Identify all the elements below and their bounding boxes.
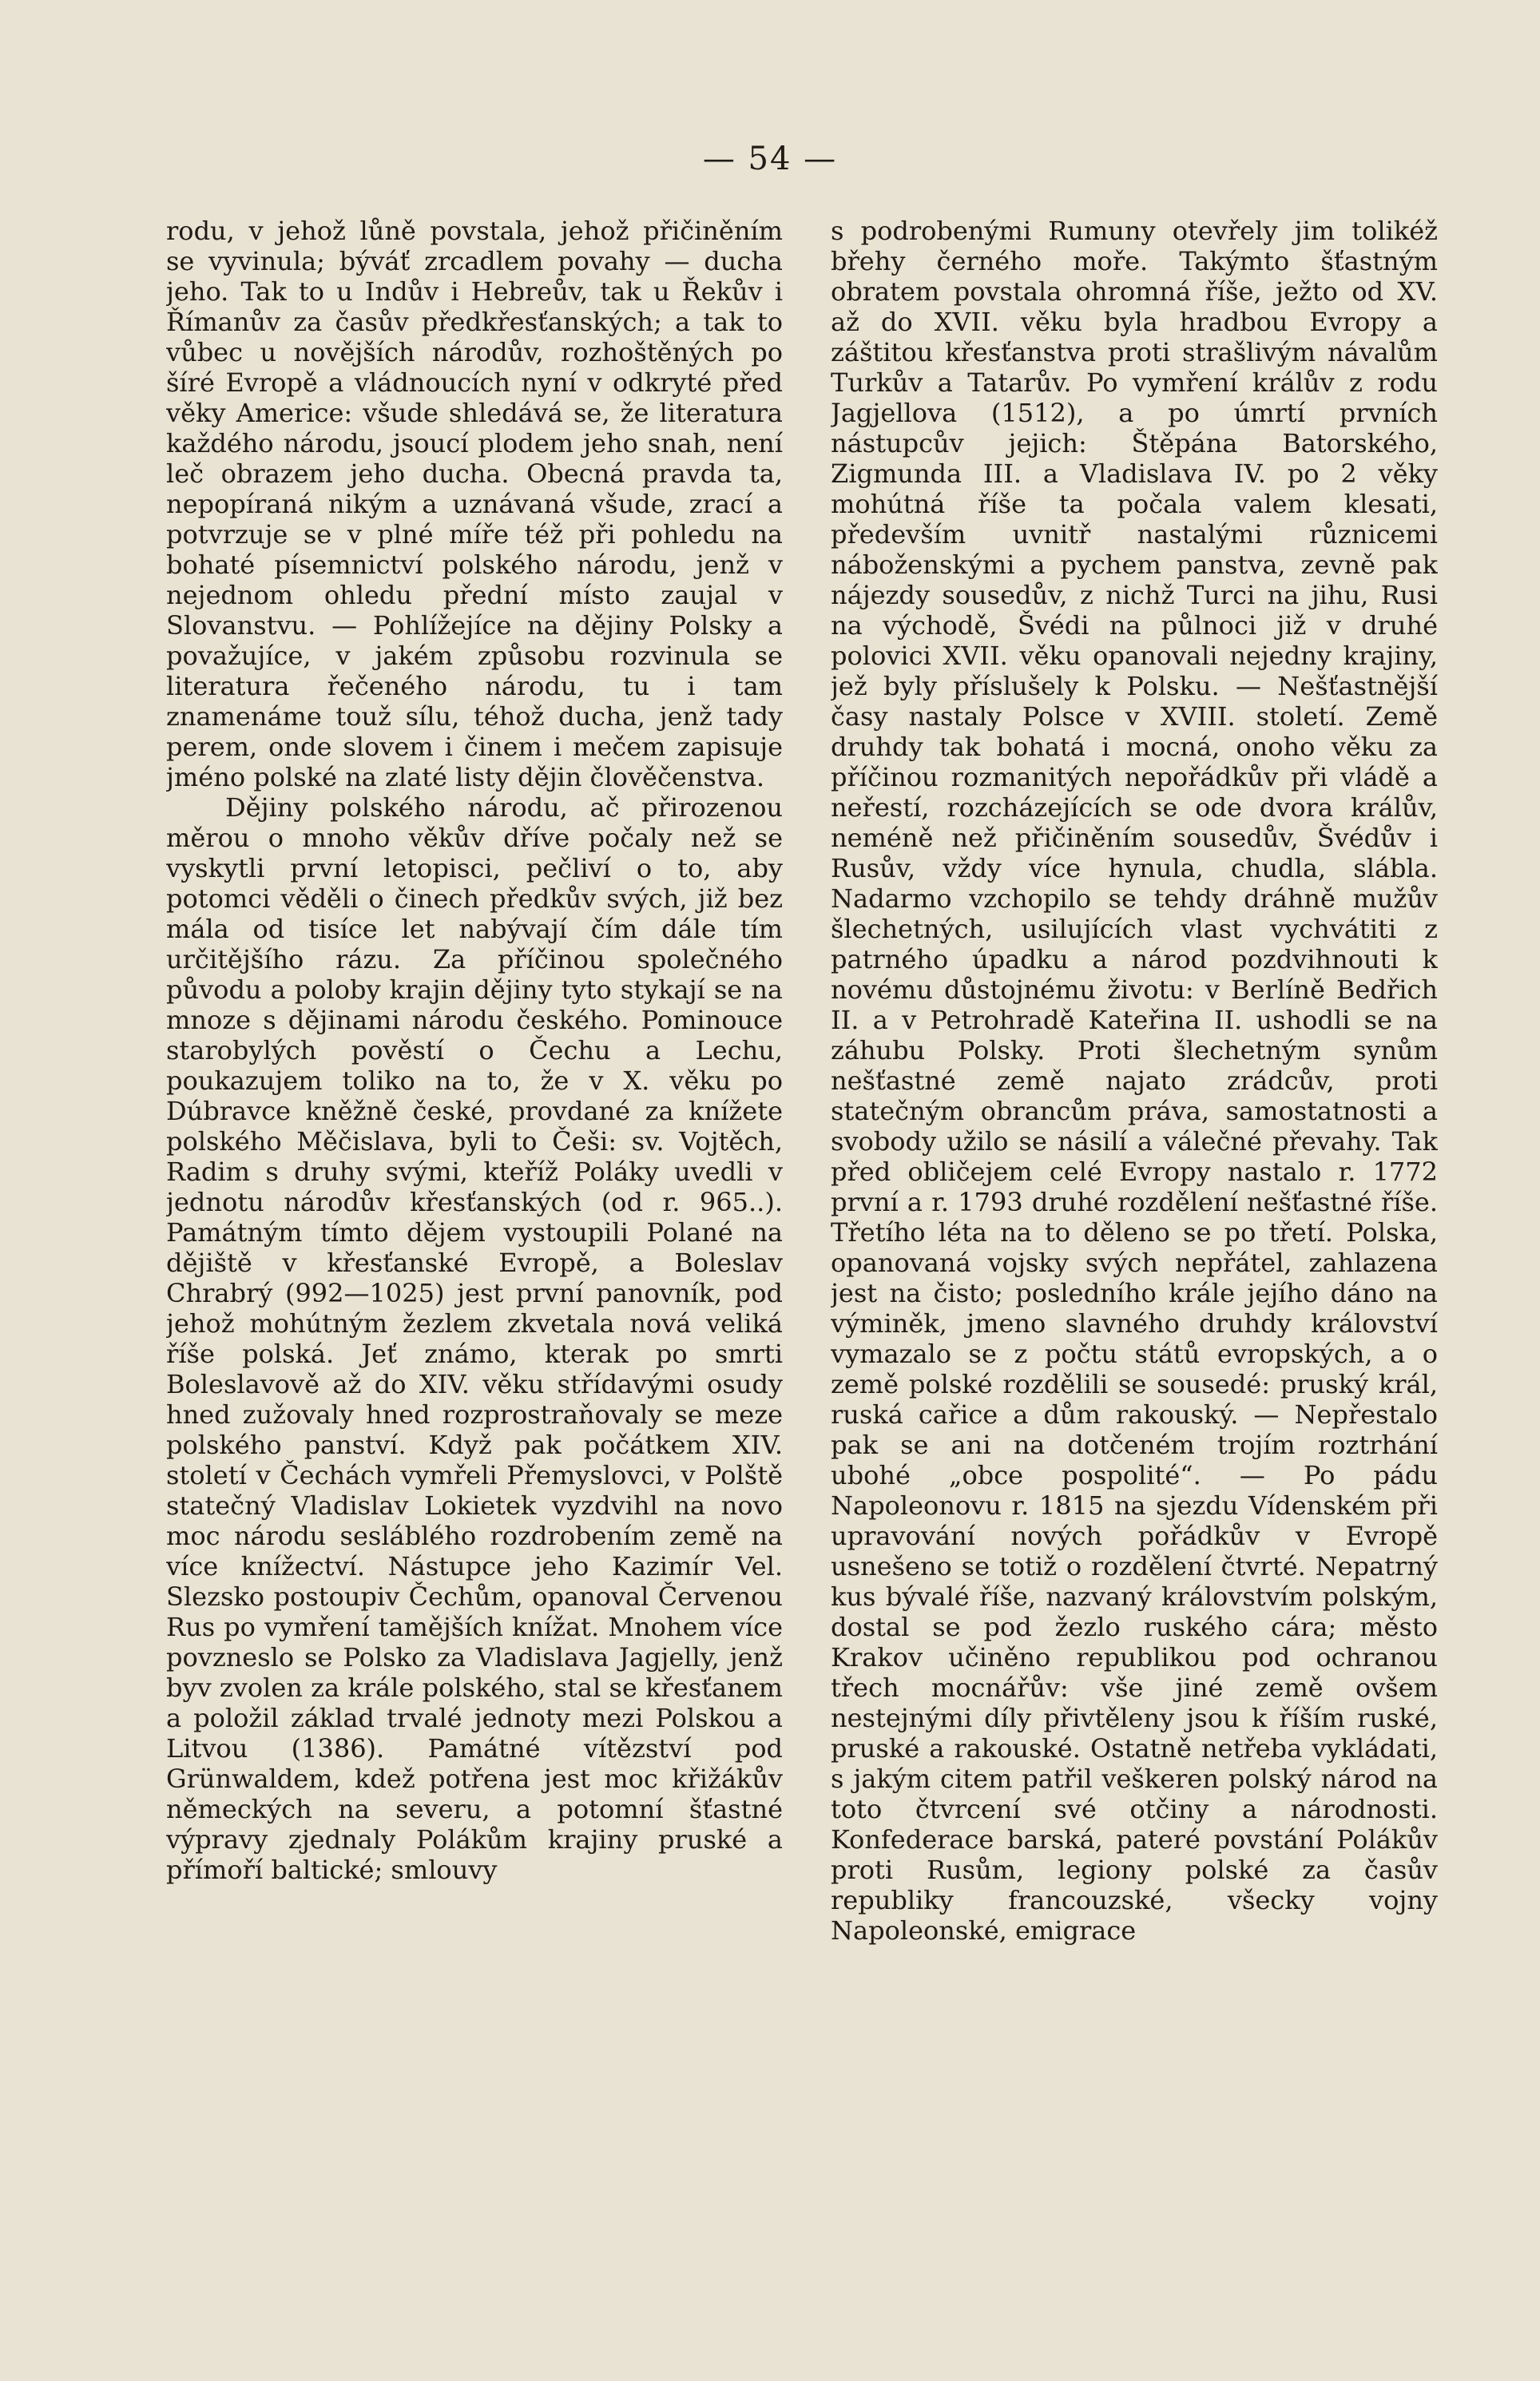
right-column — [831, 216, 1438, 2308]
page-number: — 54 — — [702, 141, 838, 177]
left-column — [166, 216, 783, 2308]
left-paragraph-2: Dějiny polského národu, ač přirozenou měrou o mnoho věkův dříve počaly než se vyskytli první letopisci, pečliví o to, aby potomci věděli o činech předkův svých, již bez mála od tisíce let nabývají čím dále tím určitějšího rázu. Za příčinou společného původu a poloby krajin dějiny tyto stykají se na mnoze s dějinami národu českého. Pominouce starobylých pověstí o Čechu a Lechu, poukazujem toliko na to, že v X. věku po Dúbravce kněžně české, provdané za knížete polského Měčislava, byli to Češi: sv. Vojtěch, Radim s druhy svými, kteříž Poláky uvedli v jednotu národův křesťanských (od r. 965..). Památným tímto dějem vystoupili Polané na dějiště v křesťanské Evropě, a Boleslav Chrabrý (992—1025) jest první panovník, pod jehož mohútným žezlem zkvetala nová veliká říše polská. Jeť známo, kterak po smrti Boleslavově až do XIV. věku střídavými osudy hned zužovaly hned rozprostraňovaly se meze polského panství. Když pak počátkem XIV. století v Čechách vymřeli Přemyslovci, v Polště statečný Vladislav Lokietek vyzdvihl na novo moc národu sesláblého rozdrobením země na více knížectví. Nástupce jeho Kazimír Vel. Slezsko postoupiv Čechům, opanoval Červenou Rus po vymření tamějších knížat. Mnohem více povzneslo se Polsko za Vladislava Jagjelly, jenž byv zvolen za krále polského, stal se křesťanem a položil základ trvalé jednoty mezi Polskou a Litvou (1386). Památné vítězství pod Grünwaldem, kdež potřena jest moc křižákův německých na severu, a potomní šťastné výpravy zjednaly Polákům krajiny pruské a přímoří baltické; smlouvy — [166, 792, 783, 1885]
right-paragraph-1: s podrobenými Rumuny otevřely jim tolikéž břehy černého moře. Takýmto šťastným obratem povstala ohromná říše, ježto od XV. až do XVII. věku byla hradbou Evropy a záštitou křesťanstva proti strašlivým návalům Turkův a Tatarův. Po vymření králův z rodu Jagjellova (1512), a po úmrtí prvních nástupcův jejich: Štěpána Batorského, Zigmunda III. a Vladislava IV. po 2 věky mohútná říše ta počala valem klesati, především uvnitř nastalými různicemi náboženskými a pychem panstva, zevně pak nájezdy sousedův, z nichž Turci na jihu, Rusi na východě, Švédi na půlnoci již v druhé polovici XVII. věku opanovali nejedny krajiny, jež byly příslušely k Polsku. — Nešťastnější časy nastaly Polsce v XVIII. století. Země druhdy tak bohatá i mocná, onoho věku za příčinou rozmanitých nepořádkův při vládě a neřestí, rozcházejících se ode dvora králův, neméně než přičiněním sousedův, Švédův i Rusův, vždy více hynula, chudla, slábla. Nadarmo vzchopilo se tehdy dráhně mužův šlechetných, usilujících vlast vychvátiti z patrného úpadku a národ pozdvihnouti k novému důstojnému životu: v Berlíně Bedřich II. a v Petrohradě Kateřina II. ushodli se na záhubu Polsky. Proti šlechetným synům nešťastné země najato zrádcův, proti statečným obrancům práva, samostatnosti a svobody užilo se násilí a válečné převahy. Tak před obličejem celé Evropy nastalo r. 1772 první a r. 1793 druhé rozdělení nešťastné říše. Třetího léta na to děleno se po třetí. Polska, opanovaná vojsky svých nepřátel, zahlazena jest na čisto; posledního krále jejího dáno na výminěk, jmeno slavného druhdy království vymazalo se z počtu států evropských, a o země polské rozdělili se sousedé: pruský král, ruská cařice a dům rakouský. — Nepřestalo pak se ani na dotčeném trojím roztrhání ubohé „obce pospolité“. — Po pádu Napoleonovu r. 1815 na sjezdu Vídenském při upravování nových pořádkův v Evropě usnešeno se totiž o rozdělení čtvrté. Nepatrný kus bývalé říše, nazvaný královstvím polským, dostal se pod žezlo ruského cára; město Krakov učiněno republikou pod ochranou třech mocnářův: vše jiné země ovšem nestejnými díly přivtěleny jsou k říším ruské, pruské a rakouské. Ostatně netřeba vykládati, s jakým citem patřil veškeren polský národ na toto čtvrcení své otčiny a národnosti. Konfederace barská, pateré povstání Polákův proti Rusům, legiony polské za časův republiky francouzské, všecky vojny Napoleonské, emigrace — [831, 216, 1438, 1946]
left-paragraph-1: rodu, v jehož lůně povstala, jehož přičiněním se vyvinula; býváť zrcadlem povahy — ducha jeho. Tak to u Indův i Hebreův, tak u Řekův i Římanův za časův předkřesťanských; a tak to vůbec u novějších národův, rozhoštěných po šíré Evropě a vládnoucích nyní v odkryté před věky Americe: všude shledává se, že literatura každého národu, jsoucí plodem jeho snah, není leč obrazem jeho ducha. Obecná pravda ta, nepopíraná nikým a uznávaná všude, zrací a potvrzuje se v plné míře též při pohledu na bohaté písemnictví polského národu, jenž v nejednom ohledu přední místo zaujal v Slovanstvu. — Pohlížejíce na dějiny Polsky a považujíce, v jakém způsobu rozvinula se literatura řečeného národu, tu i tam znamenáme touž sílu, téhož ducha, jenž tady perem, onde slovem i činem i mečem zapisuje jméno polské na zlaté listy dějin člověčenstva. — [166, 216, 783, 792]
